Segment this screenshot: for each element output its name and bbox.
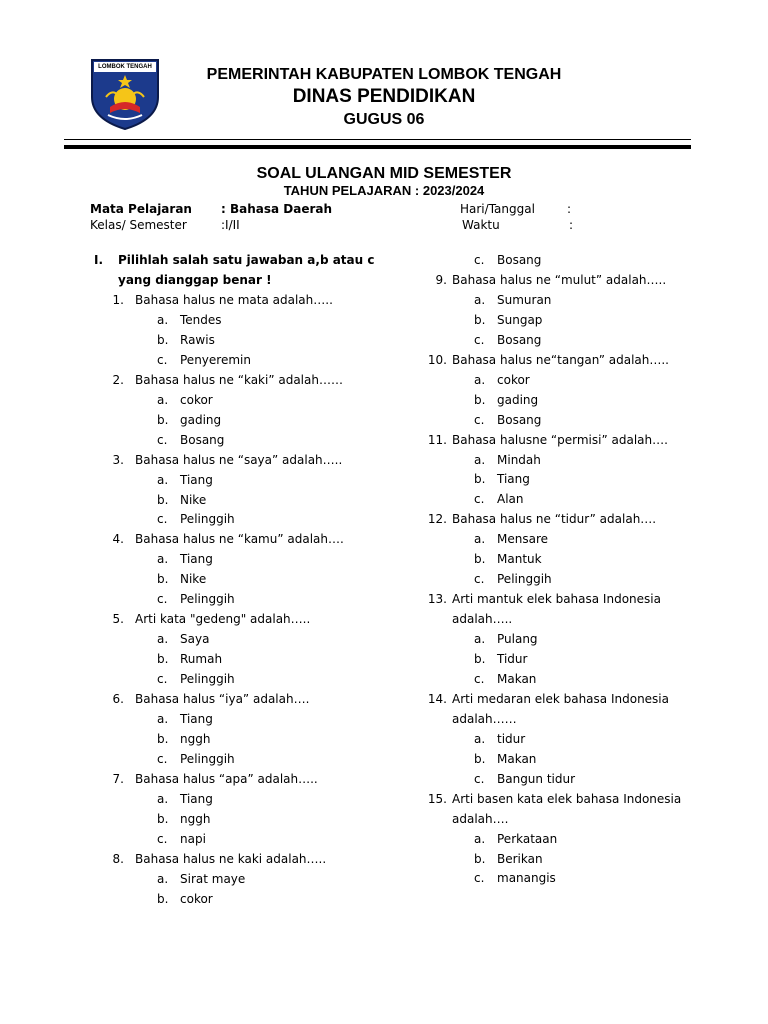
option-text: manangis <box>497 871 556 886</box>
option-letter: b. <box>474 472 486 487</box>
instruction-line-2: yang dianggap benar ! <box>118 273 272 287</box>
question-text: Bahasa halus ne kaki adalah….. <box>135 851 327 866</box>
option-text: Mantuk <box>497 552 542 567</box>
question-text: Bahasa halus ne“tangan” adalah….. <box>452 352 669 367</box>
logo-text: LOMBOK TENGAH <box>98 64 152 70</box>
header-agency: DINAS PENDIDIKAN <box>292 86 476 107</box>
question-text: Bahasa halus ne “tidur” adalah…. <box>452 512 657 527</box>
option-letter: b. <box>157 332 169 347</box>
option-text: Saya <box>180 632 210 647</box>
option-letter: a. <box>474 532 486 547</box>
option-letter: b. <box>157 572 169 587</box>
exam-title: SOAL ULANGAN MID SEMESTER <box>256 165 512 182</box>
option-letter: b. <box>157 492 169 507</box>
option-text: cokor <box>180 891 213 906</box>
option-text: Pelinggih <box>180 512 235 527</box>
option-letter: c. <box>157 672 168 687</box>
option-letter: a. <box>474 831 486 846</box>
option-text: Tendes <box>180 312 222 327</box>
option-text: Rawis <box>180 332 215 347</box>
option-text: Tiang <box>180 791 213 806</box>
option-letter: b. <box>157 731 169 746</box>
option-text: Bosang <box>497 253 542 267</box>
header-government: PEMERINTAH KABUPATEN LOMBOK TENGAH <box>206 66 562 83</box>
question-text-continued: adalah…… <box>452 711 517 726</box>
question-number: 14. <box>427 691 447 706</box>
question-text: Arti kata "gedeng" adalah….. <box>135 612 311 627</box>
option-text: Tiang <box>180 552 213 567</box>
option-text: Sirat maye <box>180 871 246 886</box>
option-text: Perkataan <box>497 831 558 846</box>
header-cluster: GUGUS 06 <box>343 111 425 128</box>
subject-value: : Bahasa Daerah <box>221 202 333 216</box>
option-text: Nike <box>180 572 207 587</box>
question-number: 13. <box>427 592 447 607</box>
question-number: 3. <box>112 452 124 467</box>
option-text: Tiang <box>497 472 530 487</box>
option-letter: b. <box>474 652 486 666</box>
option-text: Tiang <box>180 472 213 487</box>
option-letter: a. <box>157 871 169 886</box>
option-letter: a. <box>474 292 486 307</box>
option-text: Penyeremin <box>180 352 251 367</box>
option-text: cokor <box>180 392 213 407</box>
option-text: Sumuran <box>497 292 552 307</box>
option-text: Makan <box>497 671 537 686</box>
class-value: :I/II <box>221 218 240 232</box>
question-number: 12. <box>427 512 447 527</box>
option-letter: c. <box>157 352 168 367</box>
option-letter: b. <box>474 312 486 327</box>
option-letter: a. <box>474 372 486 387</box>
option-letter: a. <box>474 632 486 647</box>
question-text: Bahasa halus ne “saya” adalah….. <box>135 452 343 467</box>
option-letter: a. <box>157 472 169 487</box>
question-number: 10. <box>427 352 447 367</box>
option-text: Alan <box>497 492 524 507</box>
option-text: tidur <box>497 731 526 746</box>
question-text: Bahasa halus ne mata adalah….. <box>135 293 333 307</box>
header-divider-thick <box>64 145 691 149</box>
option-text: Pulang <box>497 632 538 647</box>
option-letter: c. <box>157 751 168 766</box>
option-text: Tiang <box>180 711 213 726</box>
question-text: Bahasa halusne “permisi” adalah…. <box>452 432 668 447</box>
option-text: nggh <box>180 811 211 826</box>
question-number: 4. <box>112 532 124 547</box>
question-number: 9. <box>435 272 447 287</box>
option-text: Bosang <box>180 432 225 447</box>
option-letter: a. <box>157 552 169 567</box>
option-letter: b. <box>474 552 486 567</box>
option-text: Rumah <box>180 652 223 667</box>
question-number: 8. <box>112 851 124 866</box>
option-text: Pelinggih <box>180 592 235 607</box>
option-letter: c. <box>157 831 168 846</box>
option-letter: c. <box>157 432 168 447</box>
option-letter: c. <box>474 572 485 587</box>
option-text: Tidur <box>497 652 528 666</box>
option-letter: b. <box>474 851 486 866</box>
question-text-continued: adalah…. <box>452 811 509 826</box>
option-text: Nike <box>180 492 207 507</box>
option-text: Bosang <box>497 332 542 347</box>
option-letter: a. <box>474 452 486 467</box>
question-number: 11. <box>427 432 447 447</box>
option-letter: b. <box>474 751 486 766</box>
option-letter: a. <box>157 791 169 806</box>
option-text: Sungap <box>497 312 543 327</box>
question-text: Bahasa halus ne “mulut” adalah….. <box>452 272 667 287</box>
option-letter: b. <box>157 891 169 906</box>
instruction-line-1: Pilihlah salah satu jawaban a,b atau c <box>118 253 375 267</box>
option-letter: c. <box>157 512 168 527</box>
option-letter: c. <box>474 332 485 347</box>
option-text: nggh <box>180 731 211 746</box>
option-letter: b. <box>157 811 169 826</box>
option-text: Pelinggih <box>180 672 235 687</box>
option-text: Berikan <box>497 851 543 866</box>
option-text: napi <box>180 831 206 846</box>
section-numeral: I. <box>94 253 104 267</box>
header-divider-thin <box>64 139 691 140</box>
option-letter: b. <box>474 392 486 407</box>
question-text: Arti basen kata elek bahasa Indonesia <box>452 791 682 806</box>
option-text: Pelinggih <box>497 572 552 587</box>
option-letter: a. <box>157 312 169 327</box>
option-letter: c. <box>474 412 485 427</box>
question-text: Bahasa halus “apa” adalah….. <box>135 771 318 786</box>
option-letter: a. <box>157 711 169 726</box>
option-letter: c. <box>474 492 485 507</box>
option-text: Bosang <box>497 412 542 427</box>
subject-label: Mata Pelajaran <box>90 202 192 216</box>
question-text: Arti mantuk elek bahasa Indonesia <box>452 592 661 607</box>
question-number: 6. <box>112 692 124 706</box>
option-letter: b. <box>157 652 169 667</box>
class-label: Kelas/ Semester <box>90 218 187 232</box>
option-text: Bangun tidur <box>497 771 576 786</box>
question-number: 7. <box>112 771 124 786</box>
option-letter: c. <box>474 671 485 686</box>
question-text: Arti medaran elek bahasa Indonesia <box>452 691 669 706</box>
question-text: Bahasa halus ne “kaki” adalah…… <box>135 372 343 387</box>
question-number: 2. <box>112 372 124 387</box>
time-label: Waktu <box>462 218 500 232</box>
option-letter: b. <box>157 412 169 427</box>
option-text: gading <box>497 392 539 407</box>
time-value: : <box>569 218 574 232</box>
option-letter: a. <box>474 731 486 746</box>
date-label: Hari/Tanggal <box>460 202 535 216</box>
question-number: 1. <box>112 293 124 307</box>
question-number: 15. <box>427 791 447 806</box>
option-text: Pelinggih <box>180 751 235 766</box>
academic-year: TAHUN PELAJARAN : 2023/2024 <box>283 183 485 198</box>
question-text: Bahasa halus “iya” adalah…. <box>135 692 310 706</box>
question-text: Bahasa halus ne “kamu” adalah…. <box>135 532 344 547</box>
option-text: Mensare <box>497 532 548 547</box>
option-letter: c. <box>474 771 485 786</box>
option-text: Mindah <box>497 452 541 467</box>
question-text-continued: adalah….. <box>452 612 513 627</box>
option-letter: c. <box>474 871 485 886</box>
date-value: : <box>567 202 572 216</box>
option-letter: c. <box>474 253 485 267</box>
option-letter: a. <box>157 632 169 647</box>
option-text: Makan <box>497 751 537 766</box>
question-number: 5. <box>112 612 124 627</box>
option-letter: c. <box>157 592 168 607</box>
option-text: gading <box>180 412 222 427</box>
option-text: cokor <box>497 372 530 387</box>
option-letter: a. <box>157 392 169 407</box>
